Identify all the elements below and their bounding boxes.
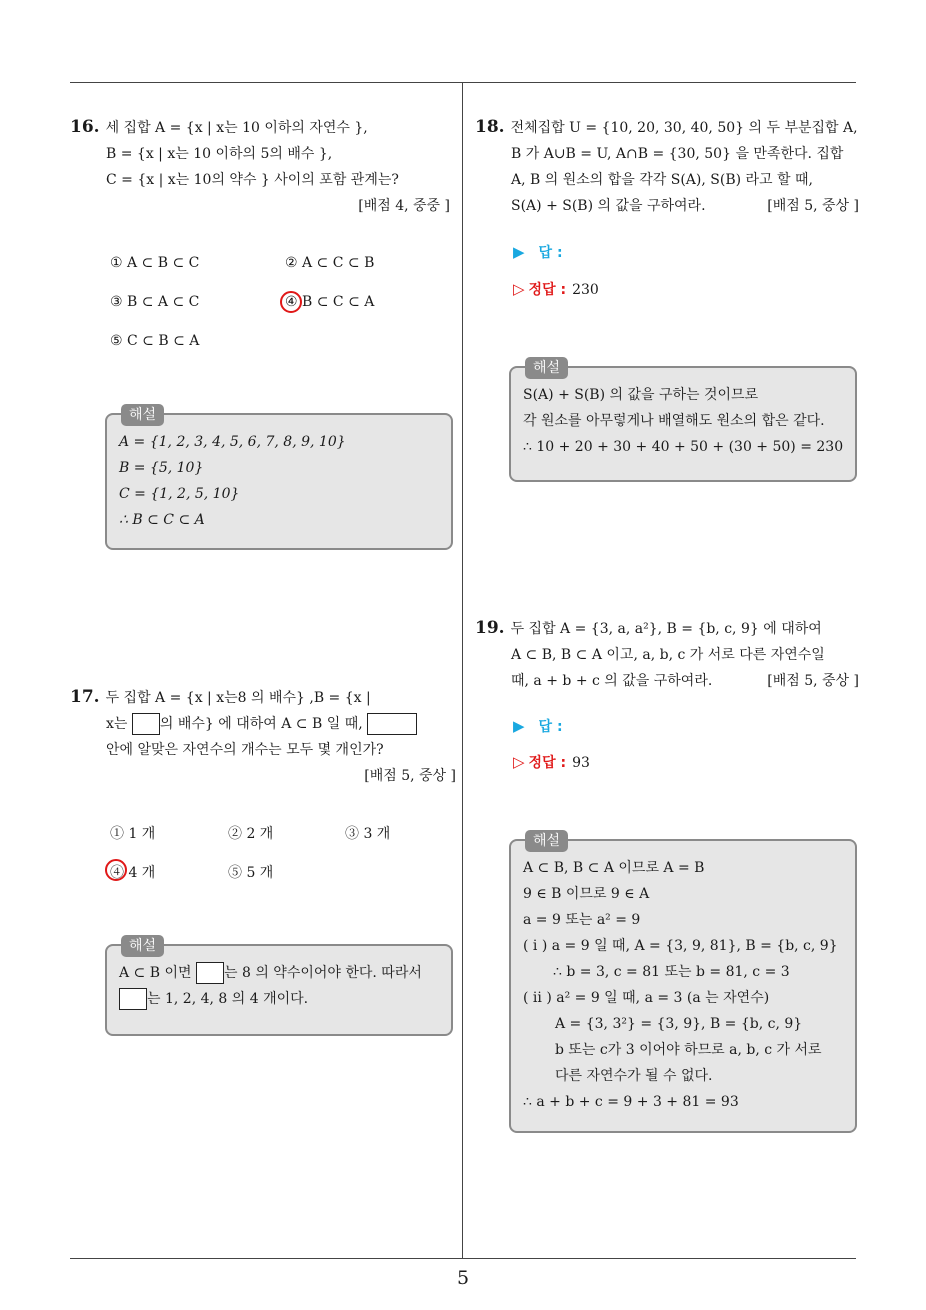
problem-text-line: B 가 A∪B = U, A∩B = {30, 50} 을 만족한다. 집합 [511,146,844,162]
blank-box [367,713,417,735]
solution-box [105,938,453,1036]
problem-text: S(A) + S(B) 의 값을 구하여라. [511,198,706,214]
solution-box [509,833,857,1133]
problem-16 [70,114,450,219]
problem-number: 16. [70,117,100,137]
solution-tag: 해설 [525,357,568,379]
problem-text-line: 안에 알맞은 자연수의 개수는 모두 몇 개인가? [106,742,384,758]
choice-3[interactable]: ③ B ⊂ A ⊂ C [110,294,200,310]
solution-line: b 또는 c가 3 이어야 하므로 a, b, c 가 서로 [555,1042,822,1058]
problem-number: 19. [475,618,505,638]
solution-line: ∴ b = 3, c = 81 또는 b = 81, c = 3 [553,964,790,980]
answer-line [513,716,563,736]
outline-triangle-icon: ▷ [513,753,525,771]
answer-line [513,242,563,262]
problem-text-line: 두 집합 A = {x | x는8 의 배수} ,B = {x | [105,690,371,706]
blank-box [119,988,147,1010]
solution-line: C = {1, 2, 5, 10} [119,486,240,502]
solution-text: 는 8 의 약수이어야 한다. 따라서 [223,965,422,981]
problem-text-line: A ⊂ B, B ⊂ A 이고, a, b, c 가 서로 다른 자연수일 [511,647,825,663]
problem-19 [475,615,859,694]
problem-17 [70,684,456,789]
problem-text: x는 [106,716,128,732]
problem-number: 17. [70,687,100,707]
score-label: [배점 5, 중상 ] [364,768,456,784]
problem-text-line: A, B 의 원소의 합을 각각 S(A), S(B) 라고 할 때, [511,172,813,188]
bottom-rule [70,1258,856,1259]
answer-label: 답 : [538,245,563,261]
solution-tag: 해설 [525,830,568,852]
solution-line: A = {1, 2, 3, 4, 5, 6, 7, 8, 9, 10} [119,434,346,450]
answer-circle-mark [105,859,127,881]
problem-text: 의 배수} 에 대하여 A ⊂ B 일 때, [159,716,363,732]
score-label: [배점 5, 중상 ] [767,198,859,214]
solution-line: 각 원소를 아무렇게나 배열해도 원소의 합은 같다. [523,413,825,429]
problem-text-line: C = {x | x는 10의 약수 } 사이의 포함 관계는? [106,172,399,188]
choice-5[interactable]: ⑤ C ⊂ B ⊂ A [110,333,200,349]
solution-text: 는 1, 2, 4, 8 의 4 개이다. [147,991,309,1007]
choice-5[interactable]: ⑤ 5 개 [228,865,274,881]
correct-answer-line [513,752,590,772]
problem-text-line: 두 집합 A = {3, a, a²}, B = {b, c, 9} 에 대하여 [510,621,822,637]
correct-answer-label: 정답 : [528,755,567,771]
solution-line: 다른 자연수가 될 수 없다. [555,1068,713,1084]
correct-answer-value: 230 [572,282,599,298]
solution-text: A ⊂ B 이면 [119,965,192,981]
solution-tag: 해설 [121,935,164,957]
choice-4[interactable]: ④ 4 개 [110,865,156,881]
answer-label: 답 : [538,719,563,735]
solution-line: A = {3, 3²} = {3, 9}, B = {b, c, 9} [555,1016,803,1032]
outline-triangle-icon: ▷ [513,280,525,298]
solution-line: ∴ 10 + 20 + 30 + 40 + 50 + (30 + 50) = 230 [523,439,844,455]
correct-answer-label: 정답 : [528,282,567,298]
solution-line: B = {5, 10} [119,460,204,476]
correct-answer-value: 93 [572,755,590,771]
solution-line: S(A) + S(B) 의 값을 구하는 것이므로 [523,387,759,403]
play-triangle-icon: ▶ [513,717,525,735]
problem-18 [475,114,859,219]
problem-number: 18. [475,117,505,137]
choice-2[interactable]: ② A ⊂ C ⊂ B [285,255,375,271]
solution-line: a = 9 또는 a² = 9 [523,912,641,928]
page-number: 5 [456,1267,470,1289]
solution-line: ∴ a + b + c = 9 + 3 + 81 = 93 [523,1094,739,1110]
blank-box [196,962,224,984]
solution-tag: 해설 [121,404,164,426]
problem-text-line: 세 집합 A = {x | x는 10 이하의 자연수 }, [105,120,368,136]
problem-text: 때, a + b + c 의 값을 구하여라. [511,673,713,689]
solution-line: ( ii ) a² = 9 일 때, a = 3 (a 는 자연수) [523,990,770,1006]
choice-1[interactable]: ① A ⊂ B ⊂ C [110,255,200,271]
choice-3[interactable]: ③ 3 개 [345,826,391,842]
blank-box [132,713,160,735]
solution-line: A ⊂ B, B ⊂ A 이므로 A = B [523,860,705,876]
problem-text-line: 전체집합 U = {10, 20, 30, 40, 50} 의 두 부분집합 A, [510,120,858,136]
choice-1[interactable]: ① 1 개 [110,826,156,842]
solution-line: ( i ) a = 9 일 때, A = {3, 9, 81}, B = {b, c, 9} [523,938,838,954]
solution-line: 9 ∈ B 이므로 9 ∈ A [523,886,650,902]
choice-4[interactable]: ④ B ⊂ C ⊂ A [285,294,375,310]
top-rule [70,82,856,83]
solution-box [105,407,453,550]
solution-box [509,360,857,482]
play-triangle-icon: ▶ [513,243,525,261]
answer-circle-mark [280,291,302,313]
problem-text-line: B = {x | x는 10 이하의 5의 배수 }, [106,146,333,162]
score-label: [배점 5, 중상 ] [767,673,859,689]
column-divider [462,83,463,1258]
solution-line: ∴ B ⊂ C ⊂ A [119,512,205,528]
score-label: [배점 4, 중중 ] [358,198,450,214]
choice-2[interactable]: ② 2 개 [228,826,274,842]
correct-answer-line [513,279,599,299]
